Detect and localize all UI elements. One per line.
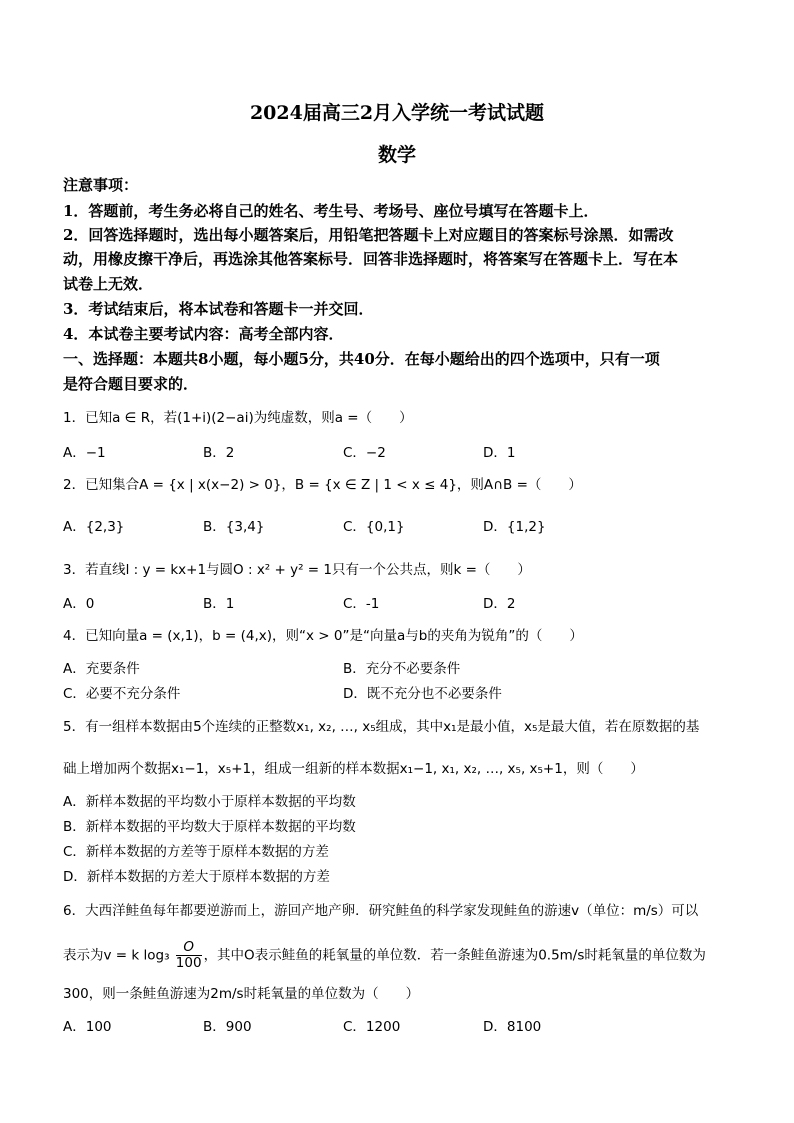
fraction [176,940,202,971]
section-heading-line-1: 一、选择题：本题共8小题，每小题5分，共40分．在每小题给出的四个选项中，只有一项 [63,350,660,368]
note-line-2: 2．回答选择题时，选出每小题答案后，用铅笔把答题卡上对应题目的答案标号涂黑．如需改 [63,226,674,244]
question-2-option-d: D．{1,2} [483,519,546,535]
question-2-option-c: C．{0,1} [343,519,405,535]
question-5-option-b: B．新样本数据的平均数大于原样本数据的平均数 [63,819,356,835]
question-4-stem: 4．已知向量a = (x,1)，b = (4,x)，则“x > 0”是“向量a与b的夹角为锐角”的（ ） [63,628,583,644]
formula-suffix: ，其中O表示鲑鱼的耗氧量的单位数．若一条鲑鱼游速为0.5m/s时耗氧量的单位数为 [203,947,706,964]
question-3-option-b: B．1 [203,596,235,612]
question-1-option-d: D．1 [483,445,516,461]
note-line-4: 试卷上无效． [63,275,154,293]
fraction-denominator: 100 [175,955,202,971]
question-3-option-c: C．-1 [343,596,380,612]
question-2-option-b: B．{3,4} [203,519,265,535]
question-6-stem-line-2 [63,940,706,971]
question-5-option-c: C．新样本数据的方差等于原样本数据的方差 [63,844,329,860]
note-line-5: 3．考试结束后，将本试卷和答题卡一并交回． [63,300,374,318]
question-2-stem: 2．已知集合A = {x | x(x−2) > 0}，B = {x ∈ Z | 1 < x ≤ 4}，则A∩B =（ ） [63,477,582,493]
subject-title: 数学 [377,144,416,166]
question-3-stem: 3．若直线l : y = kx+1与圆O : x² + y² = 1只有一个公共点，则k =（ ） [63,562,531,578]
question-6-option-d: D．8100 [483,1019,542,1035]
notes-heading: 注意事项： [63,176,139,194]
question-4-option-d: D．既不充分也不必要条件 [343,686,502,702]
question-6-stem-line-3: 300，则一条鲑鱼游速为2m/s时耗氧量的单位数为（ ） [63,986,420,1002]
note-line-3: 动，用橡皮擦干净后，再选涂其他答案标号．回答非选择题时，将答案写在答题卡上．写在本 [63,250,679,268]
question-1-option-a: A．−1 [63,445,106,461]
question-3-option-d: D．2 [483,596,516,612]
question-4-option-c: C．必要不充分条件 [63,686,181,702]
question-6-option-b: B．900 [203,1019,252,1035]
formula-prefix: 表示为v = k log₃ [63,947,174,964]
question-6-option-a: A．100 [63,1019,112,1035]
exam-title: 2024届高三2月入学统一考试试题 [249,102,545,124]
question-5-option-a: A．新样本数据的平均数小于原样本数据的平均数 [63,794,356,810]
question-6-stem-line-1: 6．大西洋鲑鱼每年都要逆游而上，游回产地产卵．研究鲑鱼的科学家发现鲑鱼的游速v（单位：m/s）可以 [63,903,699,919]
note-line-6: 4．本试卷主要考试内容：高考全部内容． [63,325,344,343]
section-heading-line-2: 是符合题目要求的． [63,375,199,393]
question-5-stem-line-1: 5．有一组样本数据由5个连续的正整数x₁, x₂, …, x₅组成，其中x₁是最小值，x₅是最大值，若在原数据的基 [63,719,700,735]
question-5-stem-line-2: 础上增加两个数据x₁−1，x₅+1，组成一组新的样本数据x₁−1, x₁, x₂, …, x₅, x₅+1，则（ ） [63,761,644,777]
note-line-1: 1．答题前，考生务必将自己的姓名、考生号、考场号、座位号填写在答题卡上． [63,202,599,220]
question-1-stem: 1．已知a ∈ R，若(1+i)(2−ai)为纯虚数，则a =（ ） [63,410,413,426]
question-1-option-c: C．−2 [343,445,386,461]
question-5-option-d: D．新样本数据的方差大于原样本数据的方差 [63,869,330,885]
question-3-option-a: A．0 [63,596,95,612]
question-1-option-b: B．2 [203,445,235,461]
question-4-option-a: A．充要条件 [63,661,140,677]
question-4-option-b: B．充分不必要条件 [343,661,461,677]
fraction-numerator: O [183,939,194,955]
question-6-option-c: C．1200 [343,1019,401,1035]
question-2-option-a: A．{2,3} [63,519,125,535]
